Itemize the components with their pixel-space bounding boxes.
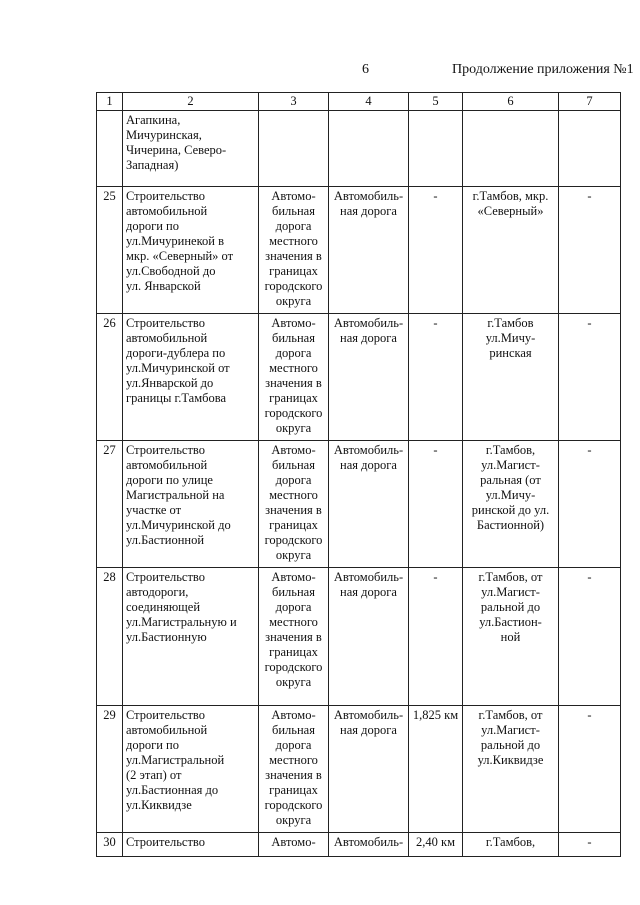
row-number: 26 — [97, 314, 123, 441]
road-purpose — [329, 111, 409, 187]
column-header: 7 — [559, 93, 621, 111]
table-row — [97, 111, 621, 187]
column-header: 5 — [409, 93, 463, 111]
project-description: Строительство автомобильной дороги-дублера по ул.Мичуринской от ул.Январской до границы г.Тамбова — [123, 314, 259, 441]
road-type: Автомо- бильная дорога местного значения в границах городского округа — [259, 314, 329, 441]
row-note: - — [559, 568, 621, 706]
road-length: - — [409, 314, 463, 441]
row-number: 29 — [97, 706, 123, 833]
column-header: 3 — [259, 93, 329, 111]
road-location: г.Тамбов, — [463, 833, 559, 857]
row-number: 25 — [97, 187, 123, 314]
road-type — [259, 111, 329, 187]
row-number: 27 — [97, 441, 123, 568]
column-header: 1 — [97, 93, 123, 111]
road-purpose: Автомобиль- ная дорога — [329, 568, 409, 706]
table-header-row — [97, 93, 621, 111]
projects-table — [96, 92, 621, 857]
row-note: - — [559, 706, 621, 833]
road-length — [409, 111, 463, 187]
road-type: Автомо- бильная дорога местного значения в границах городского округа — [259, 568, 329, 706]
project-description: Строительство автодороги, соединяющей ул.Магистральную и ул.Бастионную — [123, 568, 259, 706]
table-row — [97, 568, 621, 706]
road-type: Автомо- бильная дорога местного значения в границах городского округа — [259, 706, 329, 833]
project-description: Строительство автомобильной дороги по ул.Мичуринекой в мкр. «Северный» от ул.Свободной до ул. Январской — [123, 187, 259, 314]
road-type: Автомо- бильная дорога местного значения в границах городского округа — [259, 441, 329, 568]
column-header: 2 — [123, 93, 259, 111]
row-note: - — [559, 314, 621, 441]
road-location: г.Тамбов ул.Мичу- ринская — [463, 314, 559, 441]
column-header: 4 — [329, 93, 409, 111]
table-row — [97, 706, 621, 833]
road-purpose: Автомобиль- ная дорога — [329, 314, 409, 441]
row-note — [559, 111, 621, 187]
project-description: Агапкина, Мичуринская, Чичерина, Северо- Западная) — [123, 111, 259, 187]
road-location: г.Тамбов, мкр. «Северный» — [463, 187, 559, 314]
road-location: г.Тамбов, ул.Магист- ральная (от ул.Мичу- ринской до ул. Бастионной) — [463, 441, 559, 568]
table-row — [97, 833, 621, 857]
road-purpose: Автомобиль- ная дорога — [329, 187, 409, 314]
road-purpose: Автомобиль- ная дорога — [329, 441, 409, 568]
table-row — [97, 187, 621, 314]
row-note: - — [559, 441, 621, 568]
row-number: 30 — [97, 833, 123, 857]
road-length: - — [409, 187, 463, 314]
row-note: - — [559, 833, 621, 857]
page-number: 6 — [362, 62, 369, 77]
project-description: Строительство — [123, 833, 259, 857]
road-length: - — [409, 568, 463, 706]
project-description: Строительство автомобильной дороги по ул.Магистральной (2 этап) от ул.Бастионная до ул.Киквидзе — [123, 706, 259, 833]
row-note: - — [559, 187, 621, 314]
road-location: г.Тамбов, от ул.Магист- ральной до ул.Киквидзе — [463, 706, 559, 833]
row-number — [97, 111, 123, 187]
table-row — [97, 441, 621, 568]
project-description: Строительство автомобильной дороги по улице Магистральной на участке от ул.Мичуринской до ул.Бастионной — [123, 441, 259, 568]
road-length: - — [409, 441, 463, 568]
continuation-label: Продолжение приложения №1 — [452, 62, 634, 77]
column-header: 6 — [463, 93, 559, 111]
road-purpose: Автомобиль- — [329, 833, 409, 857]
table-row — [97, 314, 621, 441]
row-number: 28 — [97, 568, 123, 706]
road-location — [463, 111, 559, 187]
road-purpose: Автомобиль- ная дорога — [329, 706, 409, 833]
road-type: Автомо- — [259, 833, 329, 857]
road-length: 2,40 км — [409, 833, 463, 857]
road-length: 1,825 км — [409, 706, 463, 833]
road-type: Автомо- бильная дорога местного значения в границах городского округа — [259, 187, 329, 314]
road-location: г.Тамбов, от ул.Магист- ральной до ул.Бастион- ной — [463, 568, 559, 706]
